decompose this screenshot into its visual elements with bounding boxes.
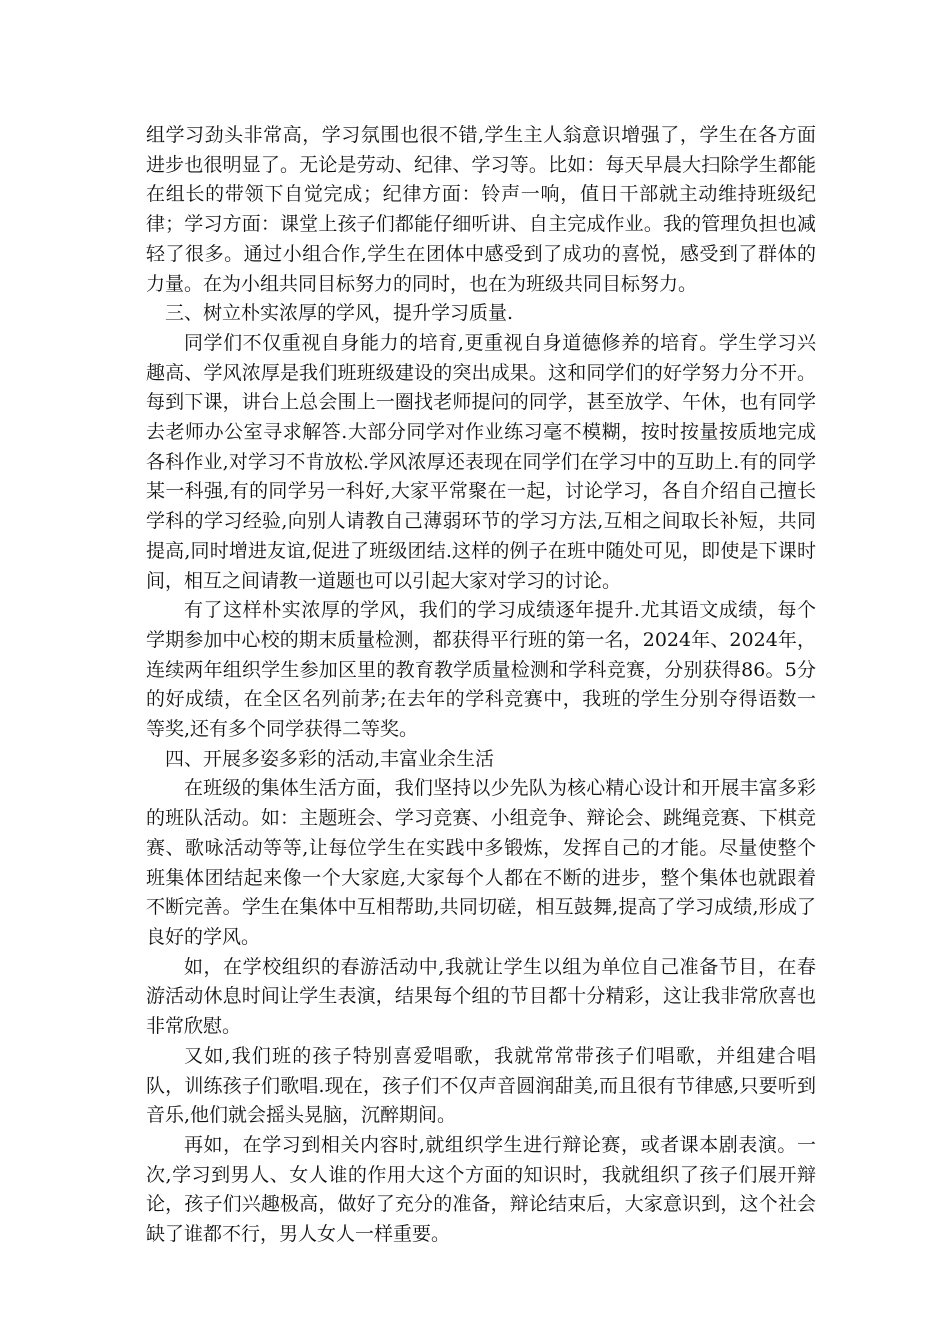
section-heading-activities: 四、开展多姿多彩的活动,丰富业余生活 <box>165 747 495 770</box>
paragraph-study-results: 有了这样朴实浓厚的学风，我们的学习成绩逐年提升.尤其语文成绩，每个学期参加中心校的期末质量检测，都获得平行班的第一名，2024年、2024年，连续两年组织学生参加区里的教育教学质量检测和学科竞赛，分别获得86。5分的好成绩，在全区名列前茅;在去年的学科竞赛中，我班的学生分别夺得语数一等奖,还有多个同学获得二等奖。 <box>146 599 816 741</box>
section-heading-study-style: 三、树立朴实浓厚的学风，提升学习质量. <box>165 302 514 325</box>
paragraph-group-study: 组学习劲头非常高，学习氛围也很不错,学生主人翁意识增强了，学生在各方面进步也很明显了。无论是劳动、纪律、学习等。比如：每天早晨大扫除学生都能在组长的带领下自觉完成；纪律方面：铃声一响，值日干部就主动维持班级纪律；学习方面：课堂上孩子们都能仔细听讲、自主完成作业。我的管理负担也减轻了很多。通过小组合作,学生在团体中感受到了成功的喜悦，感受到了群体的力量。在为小组共同目标努力的同时，也在为班级共同目标努力。 <box>146 124 816 295</box>
paragraph-study-style: 同学们不仅重视自身能力的培育,更重视自身道德修养的培育。学生学习兴趣高、学风浓厚是我们班班级建设的突出成果。这和同学们的好学努力分不开。每到下课，讲台上总会围上一圈找老师提问的同学，甚至放学、午休，也有同学去老师办公室寻求解答.大部分同学对作业练习毫不模糊，按时按量按质地完成各科作业,对学习不肯放松.学风浓厚还表现在同学们在学习中的互助上.有的同学某一科强,有的同学另一科好,大家平常聚在一起，讨论学习，各自介绍自己擅长学科的学习经验,向别人请教自己薄弱环节的学习方法,互相之间取长补短，共同提高,同时增进友谊,促进了班级团结.这样的例子在班中随处可见，即使是下课时间，相互之间请教一道题也可以引起大家对学习的讨论。 <box>146 331 816 592</box>
paragraph-class-activities: 在班级的集体生活方面，我们坚持以少先队为核心精心设计和开展丰富多彩的班队活动。如：主题班会、学习竞赛、小组竞争、辩论会、跳绳竞赛、下棋竞赛、歌咏活动等等,让每位学生在实践中多锻炼，发挥自己的才能。尽量使整个班集体团结起来像一个大家庭,大家每个人都在不断的进步，整个集体也就跟着不断完善。学生在集体中互相帮助,共同切磋，相互鼓舞,提高了学习成绩,形成了良好的学风。 <box>146 777 816 948</box>
paragraph-choir: 又如,我们班的孩子特别喜爱唱歌，我就常常带孩子们唱歌，并组建合唱队，训练孩子们歌唱.现在，孩子们不仅声音圆润甜美,而且很有节律感,只要听到音乐,他们就会摇头晃脑，沉醉期间。 <box>146 1044 816 1127</box>
paragraph-debate: 再如，在学习到相关内容时,就组织学生进行辩论赛，或者课本剧表演。一次,学习到男人、女人谁的作用大这个方面的知识时，我就组织了孩子们展开辩论，孩子们兴趣极高，做好了充分的准备，辩论结束后，大家意识到，这个社会缺了谁都不行，男人女人一样重要。 <box>146 1133 816 1246</box>
document-page <box>146 121 816 1250</box>
paragraph-spring-outing: 如，在学校组织的春游活动中,我就让学生以组为单位自己准备节目，在春游活动休息时间让学生表演，结果每个组的节目都十分精彩，这让我非常欣喜也非常欣慰。 <box>146 955 816 1038</box>
